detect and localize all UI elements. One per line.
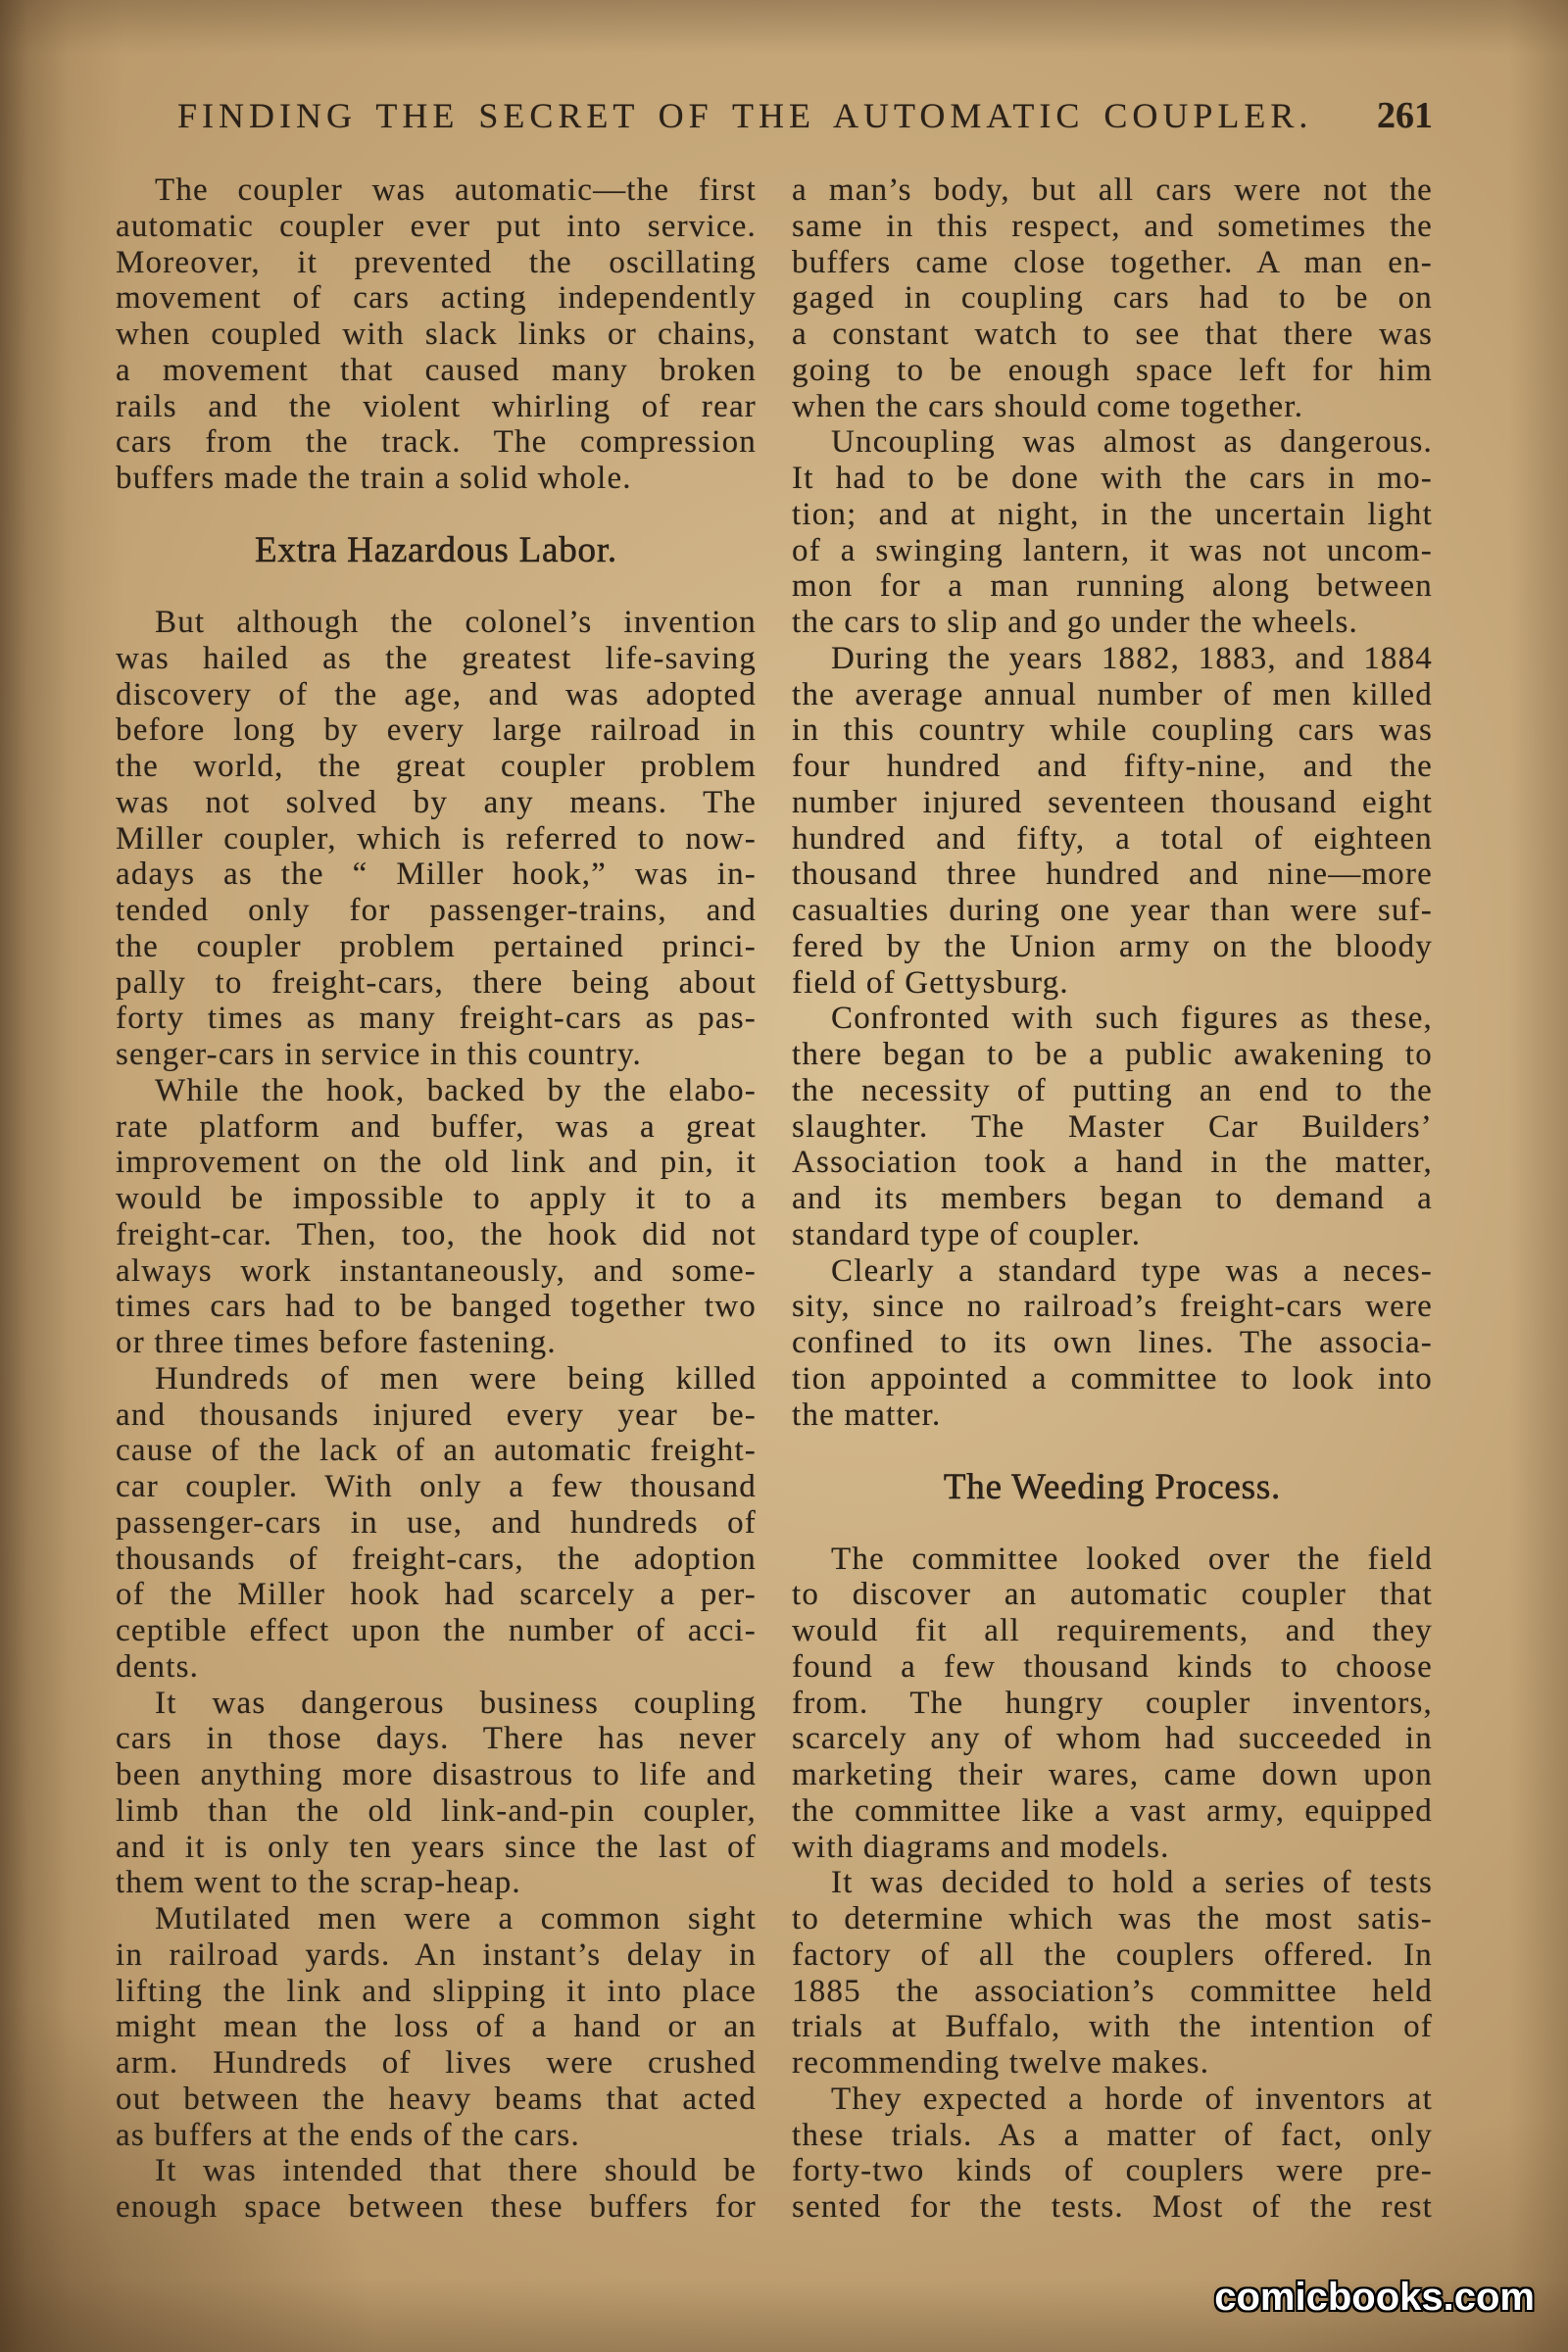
text-line: dents. xyxy=(116,1648,200,1685)
text-line: scarcely any of whom had succeeded in xyxy=(792,1721,1433,1757)
text-line: mon for a man running along between xyxy=(792,568,1433,605)
paragraph xyxy=(116,1073,757,1361)
text-line: slaughter. The Master Car Builders’ xyxy=(792,1108,1433,1145)
text-line: thousands of freight-cars, the adoption xyxy=(116,1541,757,1577)
paragraph xyxy=(792,641,1433,1002)
text-line: tended only for passenger-trains, and xyxy=(116,893,757,928)
text-line: with diagrams and models. xyxy=(792,1829,1170,1865)
text-line: forty-two kinds of couplers were pre- xyxy=(792,2153,1433,2189)
text-line: movement of cars acting independently xyxy=(116,280,757,317)
paragraph xyxy=(792,424,1433,641)
paragraph xyxy=(792,1865,1433,2082)
text-line: been anything more disastrous to life and xyxy=(116,1757,757,1792)
text-line: and thousands injured every year be- xyxy=(116,1396,757,1433)
text-line: the cars to slip and go under the wheels. xyxy=(792,605,1358,640)
text-line: from. The hungry coupler inventors, xyxy=(792,1685,1433,1721)
text-line: sity, since no railroad’s freight-cars were xyxy=(792,1289,1433,1325)
text-line: to determine which was the most satis- xyxy=(792,1901,1433,1936)
text-line: a constant watch to see that there was xyxy=(792,317,1433,352)
text-line: there began to be a public awakening to xyxy=(792,1037,1433,1072)
text-line: It was decided to hold a series of tests xyxy=(831,1865,1433,1901)
text-line: Moreover, it prevented the oscillating xyxy=(116,244,757,280)
text-line: arm. Hundreds of lives were crushed xyxy=(116,2045,757,2081)
text-line: rate platform and buffer, was a great xyxy=(116,1108,757,1145)
text-line: trials at Buffalo, with the intention of xyxy=(792,2009,1433,2045)
text-line: in this country while coupling cars was xyxy=(792,712,1433,749)
paragraph xyxy=(792,1542,1433,1866)
text-line: cause of the lack of an automatic freight- xyxy=(116,1433,757,1469)
text-line: out between the heavy beams that acted xyxy=(116,2081,757,2117)
text-line: as buffers at the ends of the cars. xyxy=(116,2117,580,2153)
text-line: the coupler problem pertained princi- xyxy=(116,928,757,964)
text-line: in railroad yards. An instant’s delay in xyxy=(116,1936,757,1973)
text-line: It was dangerous business coupling xyxy=(155,1685,757,1721)
text-line: number injured seventeen thousand eight xyxy=(792,784,1433,820)
paragraph xyxy=(116,1686,757,1902)
text-line: The coupler was automatic—the first xyxy=(155,172,757,208)
text-line: car coupler. With only a few thousand xyxy=(116,1469,757,1504)
page-number: 261 xyxy=(1377,95,1433,136)
text-line: rails and the violent whirling of rear xyxy=(116,388,757,424)
text-line: cars in those days. There has never xyxy=(116,1721,757,1757)
text-line: going to be enough space left for him xyxy=(792,352,1433,388)
right-column xyxy=(792,172,1433,2226)
text-line: recommending twelve makes. xyxy=(792,2045,1210,2081)
text-line: to discover an automatic coupler that xyxy=(792,1577,1433,1613)
text-line: Confronted with such figures as these, xyxy=(831,1001,1433,1037)
paragraph xyxy=(792,2082,1433,2226)
text-line: senger-cars in service in this country. xyxy=(116,1037,642,1072)
text-line: four hundred and fifty-nine, and the xyxy=(792,749,1433,784)
text-line: buffers came close together. A man en- xyxy=(792,244,1433,280)
text-line: field of Gettysburg. xyxy=(792,964,1069,1001)
text-line: and it is only ten years since the last of xyxy=(116,1829,757,1865)
text-line: and its members began to demand a xyxy=(792,1181,1433,1216)
text-line: enough space between these buffers for xyxy=(116,2189,757,2225)
text-line: pally to freight-cars, there being about xyxy=(116,964,757,1001)
paragraph xyxy=(116,1901,757,2153)
text-line: would fit all requirements, and they xyxy=(792,1613,1433,1648)
text-line: would be impossible to apply it to a xyxy=(116,1181,757,1216)
text-line: Clearly a standard type was a neces- xyxy=(831,1252,1433,1289)
text-line: a man’s body, but all cars were not the xyxy=(792,172,1433,208)
text-line: limb than the old link-and-pin coupler, xyxy=(116,1792,757,1829)
text-line: Association took a hand in the matter, xyxy=(792,1145,1433,1181)
text-line: Uncoupling was almost as dangerous. xyxy=(831,424,1433,461)
text-line: the committee like a vast army, equipped xyxy=(792,1792,1433,1829)
text-line: times cars had to be banged together two xyxy=(116,1289,757,1325)
text-line: tion appointed a committee to look into xyxy=(792,1360,1433,1396)
text-line: lifting the link and slipping it into place xyxy=(116,1973,757,2009)
text-line: cars from the track. The compression xyxy=(116,424,757,461)
text-line: found a few thousand kinds to choose xyxy=(792,1648,1433,1685)
text-line: It had to be done with the cars in mo- xyxy=(792,461,1433,496)
text-line: passenger-cars in use, and hundreds of xyxy=(116,1504,757,1541)
text-line: 1885 the association’s committee held xyxy=(792,1973,1433,2009)
paragraph xyxy=(116,605,757,1073)
text-line: marketing their wares, came down upon xyxy=(792,1757,1433,1792)
text-line: when coupled with slack links or chains, xyxy=(116,317,757,352)
text-line: always work instantaneously, and some- xyxy=(116,1252,757,1289)
text-line: automatic coupler ever put into service. xyxy=(116,208,757,244)
text-line: They expected a horde of inventors at xyxy=(831,2081,1433,2117)
text-line: of the Miller hook had scarcely a per- xyxy=(116,1577,757,1613)
text-line: was hailed as the greatest life-saving xyxy=(116,640,757,676)
text-line: But although the colonel’s invention xyxy=(155,605,757,640)
text-line: casualties during one year than were suf- xyxy=(792,893,1433,928)
text-line: the matter. xyxy=(792,1396,942,1433)
text-line: the world, the great coupler problem xyxy=(116,749,757,784)
text-line: adays as the “ Miller hook,” was in- xyxy=(116,857,757,893)
text-line: tion; and at night, in the uncertain light xyxy=(792,496,1433,532)
text-line: of a swinging lantern, it was not uncom- xyxy=(792,532,1433,568)
text-line: was not solved by any means. The xyxy=(116,784,757,820)
paragraph xyxy=(792,172,1433,424)
text-line: same in this respect, and sometimes the xyxy=(792,208,1433,244)
text-line: forty times as many freight-cars as pas- xyxy=(116,1001,757,1037)
text-line: standard type of coupler. xyxy=(792,1216,1142,1252)
watermark: comicbooks.com xyxy=(1214,2276,1535,2319)
text-line: them went to the scrap-heap. xyxy=(116,1865,521,1901)
text-line: confined to its own lines. The associa- xyxy=(792,1325,1433,1360)
text-line: might mean the loss of a hand or an xyxy=(116,2009,757,2045)
text-line: During the years 1882, 1883, and 1884 xyxy=(831,640,1433,676)
text-line: Mutilated men were a common sight xyxy=(155,1901,757,1936)
text-line: hundred and fifty, a total of eighteen xyxy=(792,820,1433,857)
text-line: gaged in coupling cars had to be on xyxy=(792,280,1433,317)
text-line: discovery of the age, and was adopted xyxy=(116,676,757,712)
text-line: ceptible effect upon the number of acci- xyxy=(116,1613,757,1648)
text-line: buffers made the train a solid whole. xyxy=(116,461,632,496)
text-line: freight-car. Then, too, the hook did not xyxy=(116,1216,757,1252)
text-line: or three times before fastening. xyxy=(116,1325,557,1360)
paragraph xyxy=(116,1361,757,1686)
paragraph xyxy=(792,1001,1433,1252)
running-header xyxy=(177,96,1433,135)
text-line: the average annual number of men killed xyxy=(792,676,1433,712)
text-line: when the cars should come together. xyxy=(792,388,1304,424)
running-head-title: FINDING THE SECRET OF THE AUTOMATIC COUPLER. xyxy=(177,96,1313,135)
text-line: before long by every large railroad in xyxy=(116,712,757,749)
text-line: The committee looked over the field xyxy=(831,1541,1433,1577)
text-line: Hundreds of men were being killed xyxy=(155,1360,757,1396)
text-line: sented for the tests. Most of the rest xyxy=(792,2189,1433,2225)
paragraph xyxy=(792,1253,1433,1434)
text-line: these trials. As a matter of fact, only xyxy=(792,2117,1433,2153)
text-line: thousand three hundred and nine—more xyxy=(792,857,1433,893)
text-line: While the hook, backed by the elabo- xyxy=(155,1072,757,1108)
section-heading: Extra Hazardous Labor. xyxy=(255,530,617,571)
text-line: improvement on the old link and pin, it xyxy=(116,1145,757,1181)
text-line: the necessity of putting an end to the xyxy=(792,1072,1433,1108)
text-line: Miller coupler, which is referred to now- xyxy=(116,820,757,857)
section-heading: The Weeding Process. xyxy=(943,1466,1282,1507)
text-line: factory of all the couplers offered. In xyxy=(792,1936,1433,1973)
text-line: It was intended that there should be xyxy=(155,2153,757,2189)
paragraph xyxy=(116,2153,757,2226)
text-line: fered by the Union army on the bloody xyxy=(792,928,1433,964)
paragraph xyxy=(116,172,757,497)
left-column xyxy=(116,172,757,2226)
text-line: a movement that caused many broken xyxy=(116,352,757,388)
